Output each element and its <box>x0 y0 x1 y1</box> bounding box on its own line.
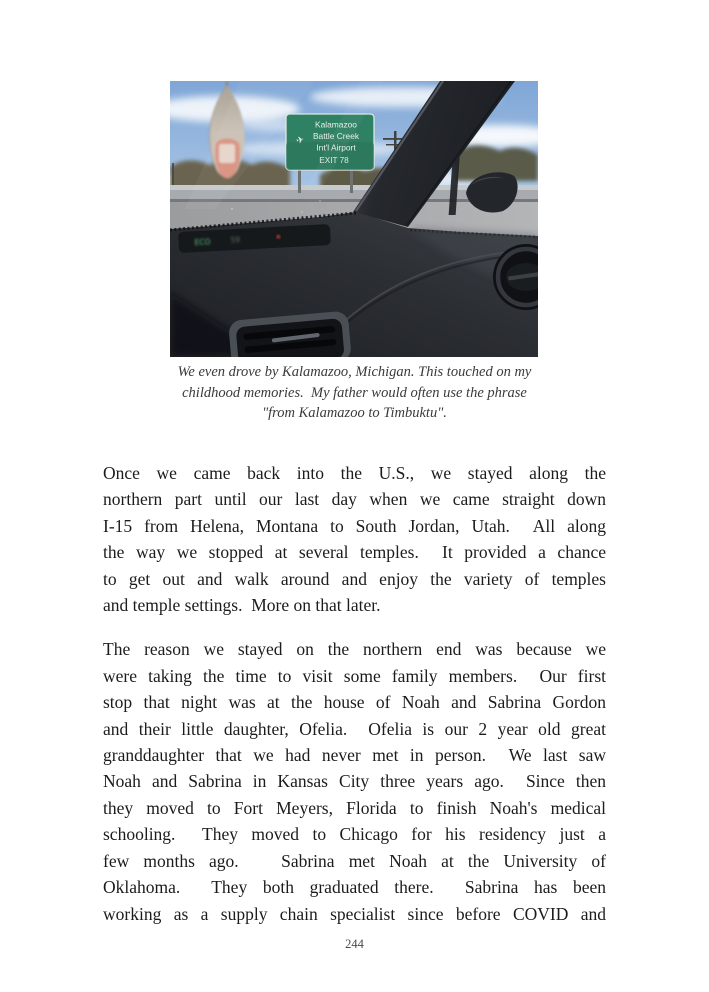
sign-line-1: Kalamazoo <box>315 119 357 130</box>
eco-indicator: ECO <box>194 237 211 248</box>
body-line: I-15 from Helena, Montana to South Jordan, Utah. All along <box>103 515 606 536</box>
body-line: stop that night was at the house of Noah and Sabrina Gordon <box>103 692 606 713</box>
body-text <box>103 460 606 945</box>
body-line: Once we came back into the U.S., we stayed along the <box>103 463 606 483</box>
caption-line-1: We even drove by Kalamazoo, Michigan. This touched on my <box>177 364 532 380</box>
speed-readout: 59 <box>230 235 241 245</box>
body-line: they moved to Fort Meyers, Florida to finish Noah's medical <box>103 797 606 818</box>
body-line: northern part until our last day when we came straight down <box>103 489 606 510</box>
body-line: were taking the time to visit some family members. Our first <box>103 665 606 686</box>
body-line: working as a supply chain specialist since before COVID and <box>103 903 606 924</box>
body-line: the way we stopped at several temples. It provided a chance <box>103 542 606 563</box>
body-line: few months ago. Sabrina met Noah at the University of <box>103 850 606 871</box>
caption-line-2: childhood memories. My father would often use the phrase <box>182 384 527 401</box>
sign-line-4: EXIT 78 <box>319 156 349 165</box>
photo-caption <box>0 362 709 424</box>
body-line: and temple settings. More on that later. <box>103 595 381 616</box>
sign-line-3: Int'l Airport <box>316 142 356 153</box>
photo-illustration <box>170 81 538 357</box>
body-line: and their little daughter, Ofelia. Ofelia is our 2 year old great <box>103 718 606 739</box>
body-line: to get out and walk around and enjoy the variety of temples <box>103 568 606 589</box>
sign-line-2: Battle Creek <box>312 131 360 141</box>
body-line: The reason we stayed on the northern end was because we <box>103 639 606 660</box>
body-line: Oklahoma. They both graduated there. Sabrina has been <box>103 877 606 898</box>
page-number: 244 <box>345 937 364 951</box>
caption-line-3: "from Kalamazoo to Timbuktu". <box>262 405 447 421</box>
body-line: Noah and Sabrina in Kansas City three years ago. Since then <box>103 771 606 792</box>
body-line: schooling. They moved to Chicago for his residency just a <box>103 824 606 845</box>
body-line: granddaughter that we had never met in person. We last saw <box>103 745 606 766</box>
dashboard-photo <box>170 81 538 357</box>
airplane-icon: ✈ <box>295 134 306 147</box>
